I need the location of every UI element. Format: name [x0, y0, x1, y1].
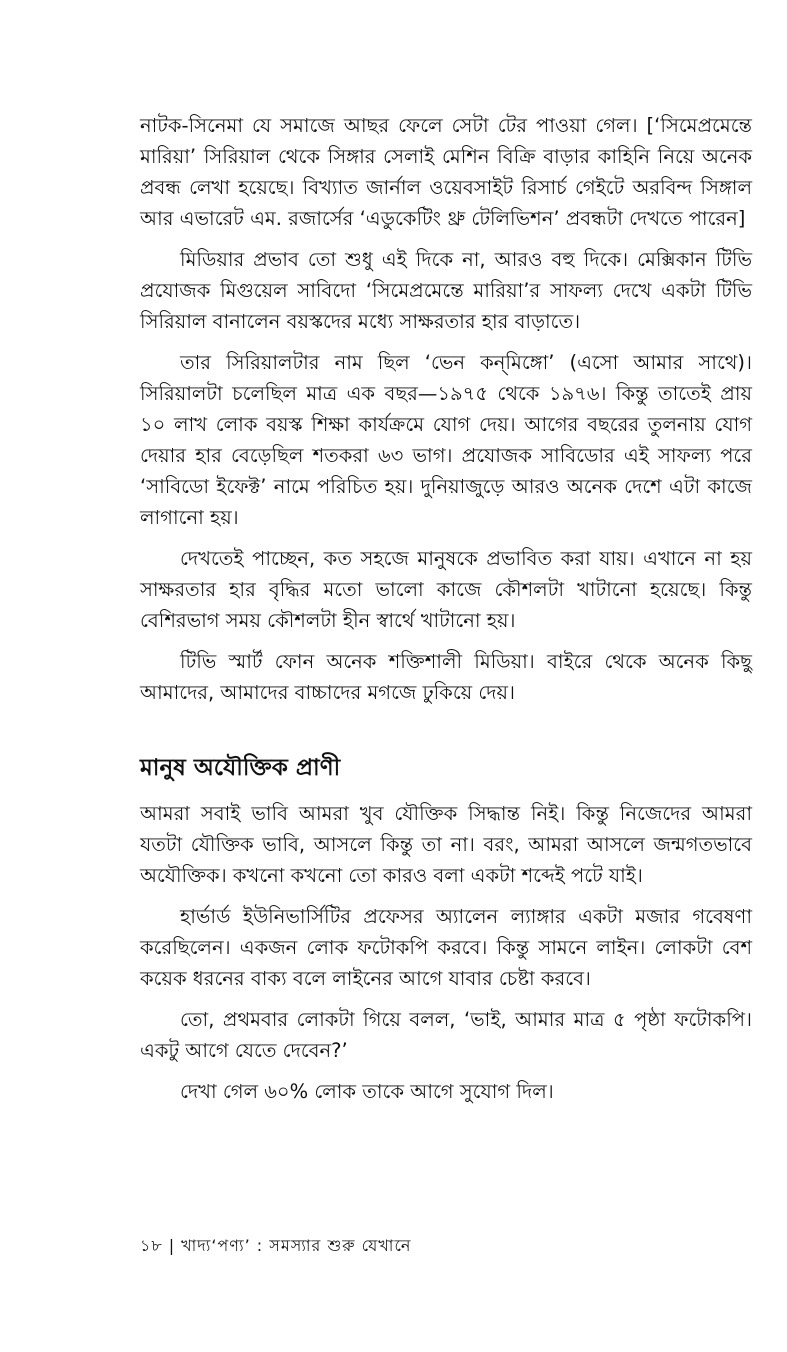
page-body [140, 110, 752, 1117]
paragraph-first-request: তো, প্রথমবার লোকটা গিয়ে বলল, ‘ভাই, আমার মাত্র ৫ পৃষ্ঠা ফটোকপি। একটু আগে যেতে দেবেন?’ [140, 1008, 752, 1062]
paragraph-smartphone-media: টিভি স্মার্ট ফোন অনেক শক্তিশালী মিডিয়া। বাইরে থেকে অনেক কিছু আমাদের, আমাদের বাচ্চাদের মগজে ঢুকিয়ে দেয়। [140, 650, 752, 704]
paragraph-result: দেখা গেল ৬০% লোক তাকে আগে সুযোগ দিল। [180, 1080, 554, 1103]
page-number: ১৮ [140, 1236, 163, 1255]
paragraph-easy-influence: দেখতেই পাচ্ছেন, কত সহজে মানুষকে প্রভাবিত করা যায়। এখানে না হয় সাক্ষরতার হার বৃদ্ধির মতো ভালো কাজে কৌশলটা খাটানো হয়েছে। কিন্তু বেশিরভাগ সময় কৌশলটা হীন স্বার্থে খাটানো হয়। [140, 547, 752, 632]
paragraph-serial-success: তার সিরিয়ালটার নাম ছিল ‘ভেন কন্‌মিঙ্গো’ (এসো আমার সাথে)। সিরিয়ালটা চলেছিল মাত্র এক বছর—১৯৭৫ থেকে ১৯৭৬। কিন্তু তাতেই প্রায় ১০ লাখ লোক বয়স্ক শিক্ষা কার্যক্রমে যোগ দেয়। আগের বছরের তুলনায় যোগ দেয়ার হার বেড়েছিল শতকরা ৬৩ ভাগ। প্রযোজক সাবিডোর এই সাফল্য পরে ‘সাবিডো ইফেক্ট’ নামে পরিচিত হয়। দুনিয়াজুড়ে আরও অনেক দেশে এটা কাজে লাগানো হয়। [140, 351, 752, 529]
page-footer [140, 1233, 411, 1260]
section-heading: মানুষ অযৌক্তিক প্রাণী [140, 755, 341, 781]
paragraph-irrational-humans: আমরা সবাই ভাবি আমরা খুব যৌক্তিক সিদ্ধান্ত নিই। কিন্তু নিজেদের আমরা যতটা যৌক্তিক ভাবি, আসলে কিন্তু তা না। বরং, আমরা আসলে জন্মগতভাবে অযৌক্তিক। কখনো কখনো তো কারও বলা একটা শব্দেই পটে যাই। [140, 802, 752, 887]
footer-separator: | [168, 1236, 176, 1255]
paragraph-media-influence: মিডিয়ার প্রভাব তো শুধু এই দিকে না, আরও বহু দিকে। মেক্সিকান টিভি প্রযোজক মিগুয়েল সাবিদো ‘সিমেপ্রমেন্তে মারিয়া’র সাফল্য দেখে একটা টিভি সিরিয়াল বানালেন বয়স্কদের মধ্যে সাক্ষরতার হার বাড়াতে। [140, 248, 752, 333]
paragraph-harvard-study: হার্ভার্ড ইউনিভার্সিটির প্রফেসর অ্যালেন ল্যাঙ্গার একটা মজার গবেষণা করেছিলেন। একজন লোক ফটোকপি করবে। কিন্তু সামনে লাইন। লোকটা বেশ কয়েক ধরনের বাক্য বলে লাইনের আগে যাবার চেষ্টা করবে। [140, 905, 752, 990]
running-title: খাদ্য‘পণ্য’ : সমস্যার শুরু যেখানে [181, 1236, 412, 1255]
paragraph-theatre-influence: নাটক-সিনেমা যে সমাজে আছর ফেলে সেটা টের পাওয়া গেল। [‘সিমেপ্রমেন্তে মারিয়া’ সিরিয়াল থেকে সিঙ্গার সেলাই মেশিন বিক্রি বাড়ার কাহিনি নিয়ে অনেক প্রবন্ধ লেখা হয়েছে। বিখ্যাত জার্নাল ওয়েবসাইট রিসার্চ গেইটে অরবিন্দ সিঙ্গাল আর এভারেট এম. রজার্সের ‘এডুকেটিং থ্রু টেলিভিশন’ প্রবন্ধটা দেখতে পারেন] [140, 114, 752, 230]
